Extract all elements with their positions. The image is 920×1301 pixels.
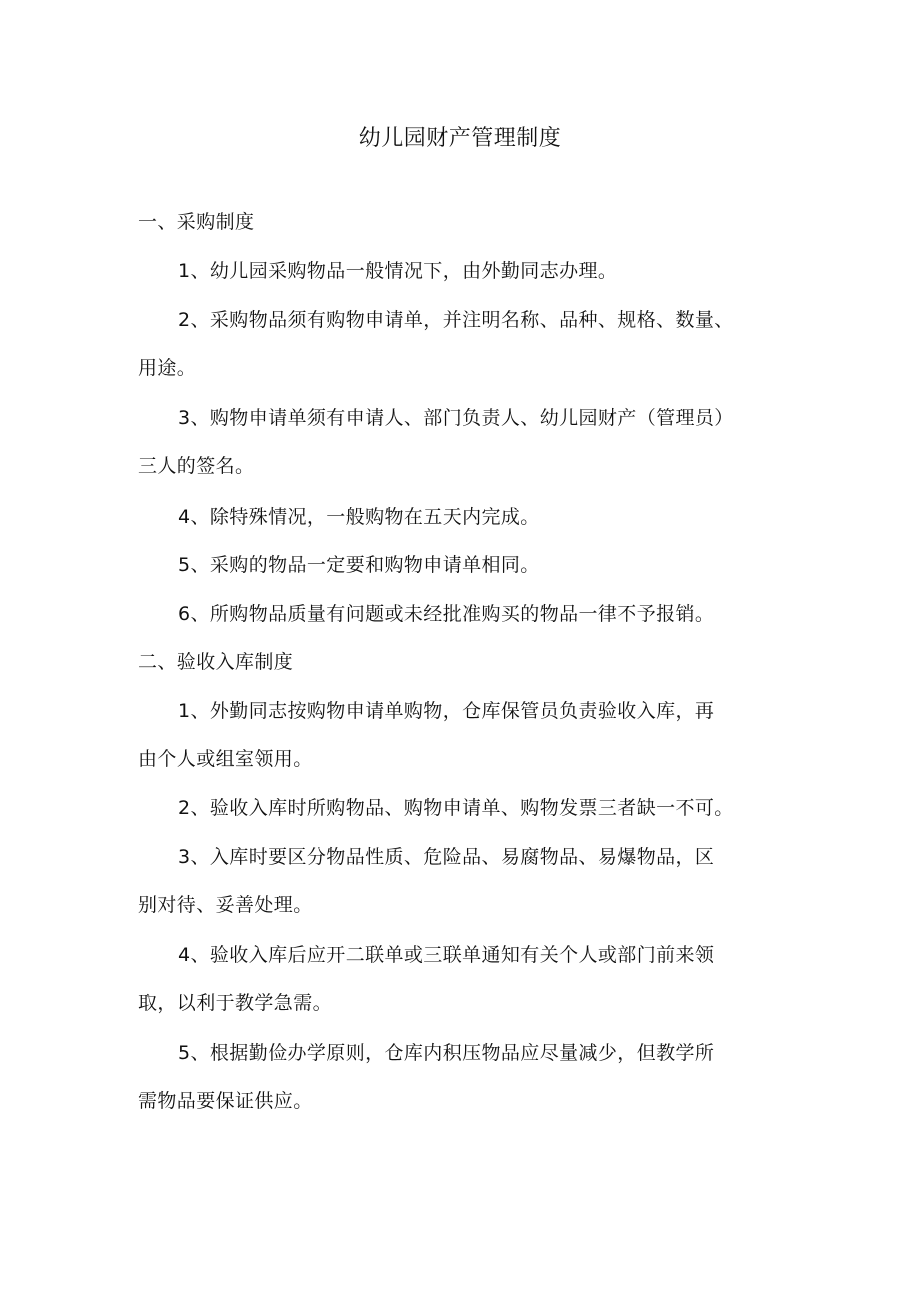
paragraph-line: 4、验收入库后应开二联单或三联单通知有关个人或部门前来领	[178, 944, 715, 966]
list-item	[138, 493, 798, 541]
paragraph-line: 2、采购物品须有购物申请单，并注明名称、品种、规格、数量、	[178, 309, 734, 331]
list-item	[138, 833, 798, 929]
section-heading: 一、采购制度	[138, 211, 255, 233]
paragraph-line: 需物品要保证供应。	[138, 1090, 313, 1112]
paragraph-line: 5、根据勤俭办学原则，仓库内积压物品应尽量减少，但教学所	[178, 1042, 715, 1064]
paragraph-line: 6、所购物品质量有问题或未经批准购买的物品一律不予报销。	[178, 603, 715, 625]
section-heading: 二、验收入库制度	[138, 651, 294, 673]
paragraph-line: 2、验收入库时所购物品、购物申请单、购物发票三者缺一不可。	[178, 797, 734, 819]
paragraph-line: 三人的签名。	[138, 455, 255, 477]
list-item	[138, 590, 798, 638]
list-item	[138, 394, 798, 490]
paragraph-line: 由个人或组室领用。	[138, 748, 313, 770]
paragraph-line: 3、购物申请单须有申请人、部门负责人、幼儿园财产（管理员）	[178, 407, 734, 429]
paragraph-line: 别对待、妥善处理。	[138, 894, 313, 916]
list-item	[138, 296, 798, 392]
paragraph-line: 5、采购的物品一定要和购物申请单相同。	[178, 554, 540, 576]
list-item	[138, 247, 798, 295]
list-item	[138, 1029, 798, 1125]
paragraph-line: 1、外勤同志按购物申请单购物，仓库保管员负责验收入库，再	[178, 700, 715, 722]
list-item	[138, 931, 798, 1027]
paragraph-line: 用途。	[138, 357, 197, 379]
paragraph-line: 1、幼儿园采购物品一般情况下，由外勤同志办理。	[178, 260, 618, 282]
list-item	[138, 687, 798, 783]
paragraph-line: 取，以利于教学急需。	[138, 992, 333, 1014]
list-item	[138, 784, 798, 832]
paragraph-line: 3、入库时要区分物品性质、危险品、易腐物品、易爆物品，区	[178, 846, 715, 868]
paragraph-line: 4、除特殊情况，一般购物在五天内完成。	[178, 506, 540, 528]
document-title: 幼儿园财产管理制度	[358, 126, 562, 151]
list-item	[138, 541, 798, 589]
